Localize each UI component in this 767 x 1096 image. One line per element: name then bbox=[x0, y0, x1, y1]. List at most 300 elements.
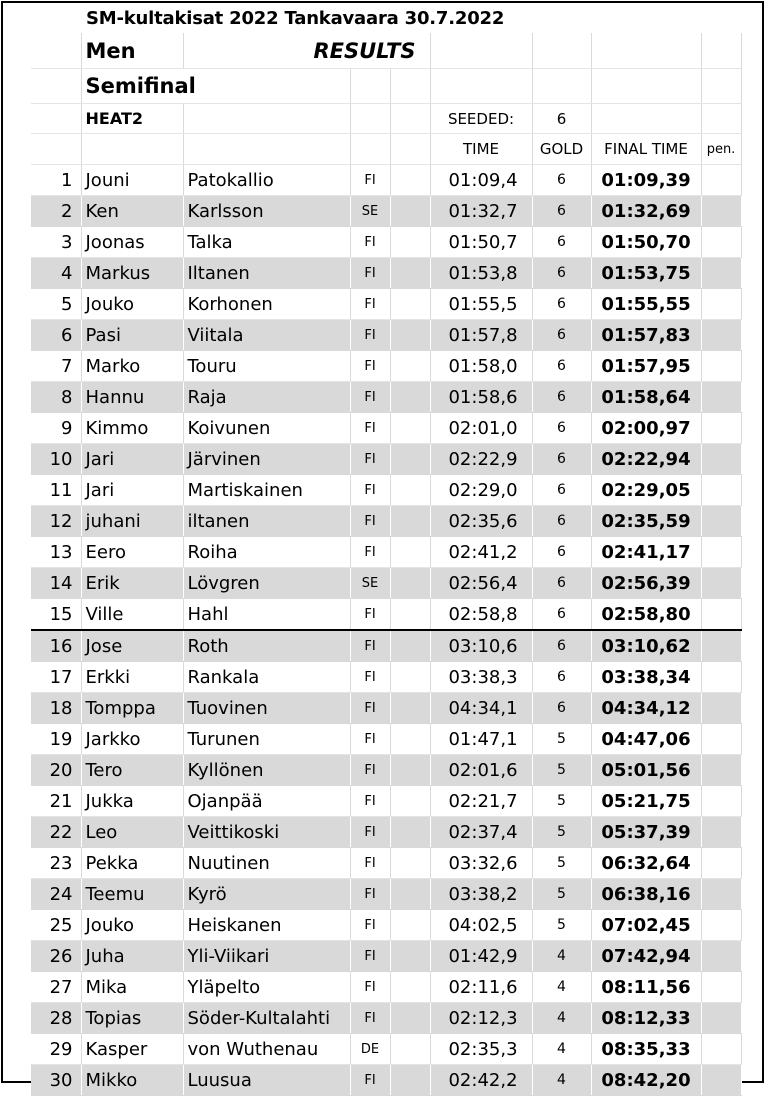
results-sheet bbox=[1, 1, 764, 1091]
penalty-cell bbox=[701, 227, 741, 258]
rank-cell: 19 bbox=[31, 724, 81, 755]
empty-cell bbox=[390, 165, 430, 196]
empty-cell bbox=[390, 506, 430, 537]
empty-cell bbox=[390, 972, 430, 1003]
gold-cell: 6 bbox=[532, 693, 591, 724]
first-name-cell: Jarkko bbox=[81, 724, 183, 755]
penalty-cell bbox=[701, 1065, 741, 1096]
table-row bbox=[31, 227, 741, 258]
first-name-cell: Mika bbox=[81, 972, 183, 1003]
results-label: RESULTS bbox=[183, 33, 430, 69]
first-name-cell: Tero bbox=[81, 755, 183, 786]
table-row bbox=[31, 693, 741, 724]
gold-cell: 5 bbox=[532, 724, 591, 755]
last-name-cell: Tuovinen bbox=[183, 693, 350, 724]
rank-cell: 15 bbox=[31, 599, 81, 631]
penalty-cell bbox=[701, 320, 741, 351]
gold-cell: 6 bbox=[532, 537, 591, 568]
rank-cell: 18 bbox=[31, 693, 81, 724]
time-cell: 01:57,8 bbox=[430, 320, 532, 351]
penalty-cell bbox=[701, 599, 741, 631]
country-cell: FI bbox=[350, 879, 390, 910]
gold-cell: 6 bbox=[532, 165, 591, 196]
penalty-cell bbox=[701, 382, 741, 413]
time-cell: 01:58,6 bbox=[430, 382, 532, 413]
penalty-cell bbox=[701, 693, 741, 724]
rank-cell: 1 bbox=[31, 165, 81, 196]
rank-cell: 28 bbox=[31, 1003, 81, 1034]
final-time-cell: 01:58,64 bbox=[591, 382, 701, 413]
seeded-label: SEEDED: bbox=[430, 104, 532, 134]
empty-cell bbox=[390, 320, 430, 351]
empty-cell bbox=[390, 227, 430, 258]
gold-cell: 5 bbox=[532, 848, 591, 879]
first-name-cell: Jouko bbox=[81, 289, 183, 320]
final-time-cell: 05:01,56 bbox=[591, 755, 701, 786]
empty-cell bbox=[390, 196, 430, 227]
final-time-cell: 02:00,97 bbox=[591, 413, 701, 444]
last-name-cell: Touru bbox=[183, 351, 350, 382]
table-row bbox=[31, 910, 741, 941]
penalty-cell bbox=[701, 568, 741, 599]
column-header-gold: GOLD bbox=[532, 134, 591, 165]
time-cell: 01:53,8 bbox=[430, 258, 532, 289]
first-name-cell: Teemu bbox=[81, 879, 183, 910]
last-name-cell: Rankala bbox=[183, 662, 350, 693]
final-time-cell: 03:38,34 bbox=[591, 662, 701, 693]
empty-cell bbox=[390, 568, 430, 599]
empty-cell bbox=[390, 817, 430, 848]
penalty-cell bbox=[701, 662, 741, 693]
last-name-cell: Heiskanen bbox=[183, 910, 350, 941]
time-cell: 01:47,1 bbox=[430, 724, 532, 755]
rank-cell: 8 bbox=[31, 382, 81, 413]
rank-cell: 26 bbox=[31, 941, 81, 972]
last-name-cell: Roth bbox=[183, 630, 350, 662]
time-cell: 01:32,7 bbox=[430, 196, 532, 227]
rank-cell: 3 bbox=[31, 227, 81, 258]
table-row bbox=[31, 724, 741, 755]
gold-cell: 4 bbox=[532, 1003, 591, 1034]
empty-cell bbox=[390, 879, 430, 910]
time-cell: 02:56,4 bbox=[430, 568, 532, 599]
gold-cell: 5 bbox=[532, 786, 591, 817]
first-name-cell: Ken bbox=[81, 196, 183, 227]
country-cell: FI bbox=[350, 258, 390, 289]
country-cell: FI bbox=[350, 848, 390, 879]
final-time-cell: 02:29,05 bbox=[591, 475, 701, 506]
last-name-cell: Talka bbox=[183, 227, 350, 258]
empty-cell bbox=[390, 1065, 430, 1096]
last-name-cell: Nuutinen bbox=[183, 848, 350, 879]
last-name-cell: Viitala bbox=[183, 320, 350, 351]
first-name-cell: Mikko bbox=[81, 1065, 183, 1096]
table-row bbox=[31, 662, 741, 693]
gold-cell: 6 bbox=[532, 351, 591, 382]
table-row bbox=[31, 755, 741, 786]
penalty-cell bbox=[701, 755, 741, 786]
final-time-cell: 02:41,17 bbox=[591, 537, 701, 568]
gold-cell: 6 bbox=[532, 506, 591, 537]
rank-cell: 13 bbox=[31, 537, 81, 568]
penalty-cell bbox=[701, 413, 741, 444]
gold-cell: 5 bbox=[532, 817, 591, 848]
gold-cell: 6 bbox=[532, 444, 591, 475]
first-name-cell: Leo bbox=[81, 817, 183, 848]
last-name-cell: Roiha bbox=[183, 537, 350, 568]
last-name-cell: Lövgren bbox=[183, 568, 350, 599]
country-cell: FI bbox=[350, 382, 390, 413]
last-name-cell: Yläpelto bbox=[183, 972, 350, 1003]
last-name-cell: Kyllönen bbox=[183, 755, 350, 786]
final-time-cell: 02:35,59 bbox=[591, 506, 701, 537]
gold-cell: 6 bbox=[532, 475, 591, 506]
final-time-cell: 06:32,64 bbox=[591, 848, 701, 879]
column-header-row bbox=[31, 134, 741, 165]
time-cell: 02:58,8 bbox=[430, 599, 532, 631]
gold-cell: 5 bbox=[532, 755, 591, 786]
first-name-cell: Erkki bbox=[81, 662, 183, 693]
final-time-cell: 02:56,39 bbox=[591, 568, 701, 599]
penalty-cell bbox=[701, 879, 741, 910]
last-name-cell: von Wuthenau bbox=[183, 1034, 350, 1065]
rank-cell: 17 bbox=[31, 662, 81, 693]
table-row bbox=[31, 630, 741, 662]
table-row bbox=[31, 817, 741, 848]
final-time-cell: 02:22,94 bbox=[591, 444, 701, 475]
rank-cell: 30 bbox=[31, 1065, 81, 1096]
first-name-cell: Erik bbox=[81, 568, 183, 599]
table-row bbox=[31, 568, 741, 599]
penalty-cell bbox=[701, 941, 741, 972]
time-cell: 04:34,1 bbox=[430, 693, 532, 724]
country-cell: FI bbox=[350, 444, 390, 475]
time-cell: 02:35,6 bbox=[430, 506, 532, 537]
time-cell: 02:42,2 bbox=[430, 1065, 532, 1096]
first-name-cell: Kasper bbox=[81, 1034, 183, 1065]
final-time-cell: 04:34,12 bbox=[591, 693, 701, 724]
time-cell: 01:55,5 bbox=[430, 289, 532, 320]
gold-cell: 6 bbox=[532, 258, 591, 289]
country-cell: FI bbox=[350, 786, 390, 817]
last-name-cell: Söder-Kultalahti bbox=[183, 1003, 350, 1034]
empty-cell bbox=[390, 693, 430, 724]
rank-cell: 14 bbox=[31, 568, 81, 599]
last-name-cell: Veittikoski bbox=[183, 817, 350, 848]
country-cell: FI bbox=[350, 599, 390, 631]
last-name-cell: Patokallio bbox=[183, 165, 350, 196]
empty-cell bbox=[390, 724, 430, 755]
penalty-cell bbox=[701, 289, 741, 320]
first-name-cell: Eero bbox=[81, 537, 183, 568]
gold-cell: 4 bbox=[532, 1065, 591, 1096]
rank-cell: 24 bbox=[31, 879, 81, 910]
country-cell: SE bbox=[350, 196, 390, 227]
results-table bbox=[31, 33, 742, 1096]
country-cell: FI bbox=[350, 227, 390, 258]
empty-cell bbox=[390, 786, 430, 817]
empty-cell bbox=[390, 382, 430, 413]
empty-cell bbox=[390, 599, 430, 631]
country-cell: FI bbox=[350, 320, 390, 351]
first-name-cell: Jouko bbox=[81, 910, 183, 941]
penalty-cell bbox=[701, 258, 741, 289]
final-time-cell: 07:42,94 bbox=[591, 941, 701, 972]
country-cell: FI bbox=[350, 693, 390, 724]
penalty-cell bbox=[701, 972, 741, 1003]
first-name-cell: Jari bbox=[81, 475, 183, 506]
empty-cell bbox=[390, 475, 430, 506]
empty-cell bbox=[390, 910, 430, 941]
country-cell: FI bbox=[350, 755, 390, 786]
final-time-cell: 01:09,39 bbox=[591, 165, 701, 196]
table-row bbox=[31, 444, 741, 475]
table-row bbox=[31, 879, 741, 910]
final-time-cell: 01:57,83 bbox=[591, 320, 701, 351]
gold-cell: 4 bbox=[532, 972, 591, 1003]
table-row bbox=[31, 320, 741, 351]
table-row bbox=[31, 165, 741, 196]
gold-cell: 6 bbox=[532, 289, 591, 320]
final-time-cell: 03:10,62 bbox=[591, 630, 701, 662]
last-name-cell: Korhonen bbox=[183, 289, 350, 320]
country-cell: FI bbox=[350, 289, 390, 320]
last-name-cell: Luusua bbox=[183, 1065, 350, 1096]
rank-cell: 21 bbox=[31, 786, 81, 817]
first-name-cell: Hannu bbox=[81, 382, 183, 413]
last-name-cell: Hahl bbox=[183, 599, 350, 631]
last-name-cell: Yli-Viikari bbox=[183, 941, 350, 972]
rank-cell: 6 bbox=[31, 320, 81, 351]
rank-cell: 7 bbox=[31, 351, 81, 382]
time-cell: 01:42,9 bbox=[430, 941, 532, 972]
time-cell: 04:02,5 bbox=[430, 910, 532, 941]
country-cell: FI bbox=[350, 972, 390, 1003]
penalty-cell bbox=[701, 1003, 741, 1034]
penalty-cell bbox=[701, 351, 741, 382]
table-row bbox=[31, 289, 741, 320]
table-row bbox=[31, 351, 741, 382]
table-row bbox=[31, 941, 741, 972]
rank-cell: 9 bbox=[31, 413, 81, 444]
country-cell: FI bbox=[350, 413, 390, 444]
table-row bbox=[31, 972, 741, 1003]
first-name-cell: Markus bbox=[81, 258, 183, 289]
gold-cell: 6 bbox=[532, 599, 591, 631]
first-name-cell: Tomppa bbox=[81, 693, 183, 724]
country-cell: FI bbox=[350, 1065, 390, 1096]
final-time-cell: 07:02,45 bbox=[591, 910, 701, 941]
rank-cell: 16 bbox=[31, 630, 81, 662]
empty-cell bbox=[390, 662, 430, 693]
final-time-cell: 08:11,56 bbox=[591, 972, 701, 1003]
empty-cell bbox=[390, 630, 430, 662]
rank-cell: 23 bbox=[31, 848, 81, 879]
country-cell: FI bbox=[350, 941, 390, 972]
country-cell: FI bbox=[350, 817, 390, 848]
time-cell: 02:41,2 bbox=[430, 537, 532, 568]
time-cell: 02:22,9 bbox=[430, 444, 532, 475]
country-cell: DE bbox=[350, 1034, 390, 1065]
column-header-final-time: FINAL TIME bbox=[591, 134, 701, 165]
last-name-cell: Raja bbox=[183, 382, 350, 413]
last-name-cell: Iltanen bbox=[183, 258, 350, 289]
rank-cell: 12 bbox=[31, 506, 81, 537]
gold-cell: 5 bbox=[532, 879, 591, 910]
empty-cell bbox=[390, 289, 430, 320]
final-time-cell: 01:53,75 bbox=[591, 258, 701, 289]
country-cell: FI bbox=[350, 506, 390, 537]
final-time-cell: 01:57,95 bbox=[591, 351, 701, 382]
penalty-cell bbox=[701, 724, 741, 755]
empty-cell bbox=[390, 941, 430, 972]
empty-cell bbox=[390, 351, 430, 382]
gold-cell: 6 bbox=[532, 662, 591, 693]
penalty-cell bbox=[701, 630, 741, 662]
header-row-heat bbox=[31, 104, 741, 134]
empty-cell bbox=[390, 444, 430, 475]
last-name-cell: Kyrö bbox=[183, 879, 350, 910]
time-cell: 02:37,4 bbox=[430, 817, 532, 848]
table-row bbox=[31, 475, 741, 506]
penalty-cell bbox=[701, 1034, 741, 1065]
rank-cell: 2 bbox=[31, 196, 81, 227]
empty-cell bbox=[390, 413, 430, 444]
final-time-cell: 08:42,20 bbox=[591, 1065, 701, 1096]
first-name-cell: Pasi bbox=[81, 320, 183, 351]
time-cell: 02:29,0 bbox=[430, 475, 532, 506]
last-name-cell: Turunen bbox=[183, 724, 350, 755]
first-name-cell: Ville bbox=[81, 599, 183, 631]
gold-cell: 5 bbox=[532, 910, 591, 941]
time-cell: 02:35,3 bbox=[430, 1034, 532, 1065]
table-row bbox=[31, 258, 741, 289]
country-cell: FI bbox=[350, 165, 390, 196]
time-cell: 01:58,0 bbox=[430, 351, 532, 382]
table-row bbox=[31, 1034, 741, 1065]
column-header-time: TIME bbox=[430, 134, 532, 165]
gold-cell: 4 bbox=[532, 1034, 591, 1065]
time-cell: 01:50,7 bbox=[430, 227, 532, 258]
penalty-cell bbox=[701, 786, 741, 817]
rank-cell: 10 bbox=[31, 444, 81, 475]
empty-cell bbox=[390, 537, 430, 568]
first-name-cell: Marko bbox=[81, 351, 183, 382]
first-name-cell: Jukka bbox=[81, 786, 183, 817]
penalty-cell bbox=[701, 165, 741, 196]
last-name-cell: Karlsson bbox=[183, 196, 350, 227]
gold-cell: 6 bbox=[532, 630, 591, 662]
table-row bbox=[31, 599, 741, 631]
country-cell: FI bbox=[350, 630, 390, 662]
rank-cell: 11 bbox=[31, 475, 81, 506]
empty-cell bbox=[390, 1034, 430, 1065]
final-time-cell: 05:37,39 bbox=[591, 817, 701, 848]
penalty-cell bbox=[701, 506, 741, 537]
first-name-cell: Topias bbox=[81, 1003, 183, 1034]
country-cell: FI bbox=[350, 1003, 390, 1034]
rank-cell: 4 bbox=[31, 258, 81, 289]
gold-cell: 4 bbox=[532, 941, 591, 972]
country-cell: FI bbox=[350, 351, 390, 382]
time-cell: 02:21,7 bbox=[430, 786, 532, 817]
category-label: Men bbox=[81, 33, 183, 69]
header-row-category bbox=[31, 33, 741, 69]
last-name-cell: iltanen bbox=[183, 506, 350, 537]
final-time-cell: 08:12,33 bbox=[591, 1003, 701, 1034]
final-time-cell: 02:58,80 bbox=[591, 599, 701, 631]
final-time-cell: 08:35,33 bbox=[591, 1034, 701, 1065]
rank-cell: 20 bbox=[31, 755, 81, 786]
gold-cell: 6 bbox=[532, 320, 591, 351]
column-header-pen: pen. bbox=[701, 134, 741, 165]
gold-cell: 6 bbox=[532, 227, 591, 258]
country-cell: FI bbox=[350, 910, 390, 941]
final-time-cell: 01:32,69 bbox=[591, 196, 701, 227]
table-row bbox=[31, 786, 741, 817]
penalty-cell bbox=[701, 196, 741, 227]
last-name-cell: Martiskainen bbox=[183, 475, 350, 506]
time-cell: 03:38,2 bbox=[430, 879, 532, 910]
first-name-cell: Kimmo bbox=[81, 413, 183, 444]
final-time-cell: 06:38,16 bbox=[591, 879, 701, 910]
penalty-cell bbox=[701, 817, 741, 848]
rank-cell: 27 bbox=[31, 972, 81, 1003]
first-name-cell: Jari bbox=[81, 444, 183, 475]
penalty-cell bbox=[701, 910, 741, 941]
rank-cell: 25 bbox=[31, 910, 81, 941]
first-name-cell: Jouni bbox=[81, 165, 183, 196]
table-row bbox=[31, 1003, 741, 1034]
gold-cell: 6 bbox=[532, 568, 591, 599]
final-time-cell: 01:55,55 bbox=[591, 289, 701, 320]
heat-label: HEAT2 bbox=[81, 104, 183, 134]
country-cell: FI bbox=[350, 724, 390, 755]
time-cell: 03:10,6 bbox=[430, 630, 532, 662]
table-row bbox=[31, 413, 741, 444]
rank-cell: 5 bbox=[31, 289, 81, 320]
header-row-round bbox=[31, 69, 741, 104]
time-cell: 02:01,6 bbox=[430, 755, 532, 786]
first-name-cell: juhani bbox=[81, 506, 183, 537]
round-label: Semifinal bbox=[81, 69, 350, 104]
country-cell: FI bbox=[350, 662, 390, 693]
last-name-cell: Järvinen bbox=[183, 444, 350, 475]
time-cell: 01:09,4 bbox=[430, 165, 532, 196]
country-cell: FI bbox=[350, 475, 390, 506]
gold-cell: 6 bbox=[532, 382, 591, 413]
page-title: SM-kultakisat 2022 Tankavaara 30.7.2022 bbox=[86, 8, 505, 29]
time-cell: 02:01,0 bbox=[430, 413, 532, 444]
seeded-value: 6 bbox=[532, 104, 591, 134]
gold-cell: 6 bbox=[532, 196, 591, 227]
empty-cell bbox=[390, 755, 430, 786]
empty-cell bbox=[390, 258, 430, 289]
table-row bbox=[31, 537, 741, 568]
rank-cell: 29 bbox=[31, 1034, 81, 1065]
first-name-cell: Joonas bbox=[81, 227, 183, 258]
table-row bbox=[31, 196, 741, 227]
country-cell: FI bbox=[350, 537, 390, 568]
time-cell: 03:32,6 bbox=[430, 848, 532, 879]
penalty-cell bbox=[701, 444, 741, 475]
country-cell: SE bbox=[350, 568, 390, 599]
time-cell: 02:11,6 bbox=[430, 972, 532, 1003]
empty-cell bbox=[390, 848, 430, 879]
penalty-cell bbox=[701, 848, 741, 879]
table-row bbox=[31, 506, 741, 537]
last-name-cell: Ojanpää bbox=[183, 786, 350, 817]
